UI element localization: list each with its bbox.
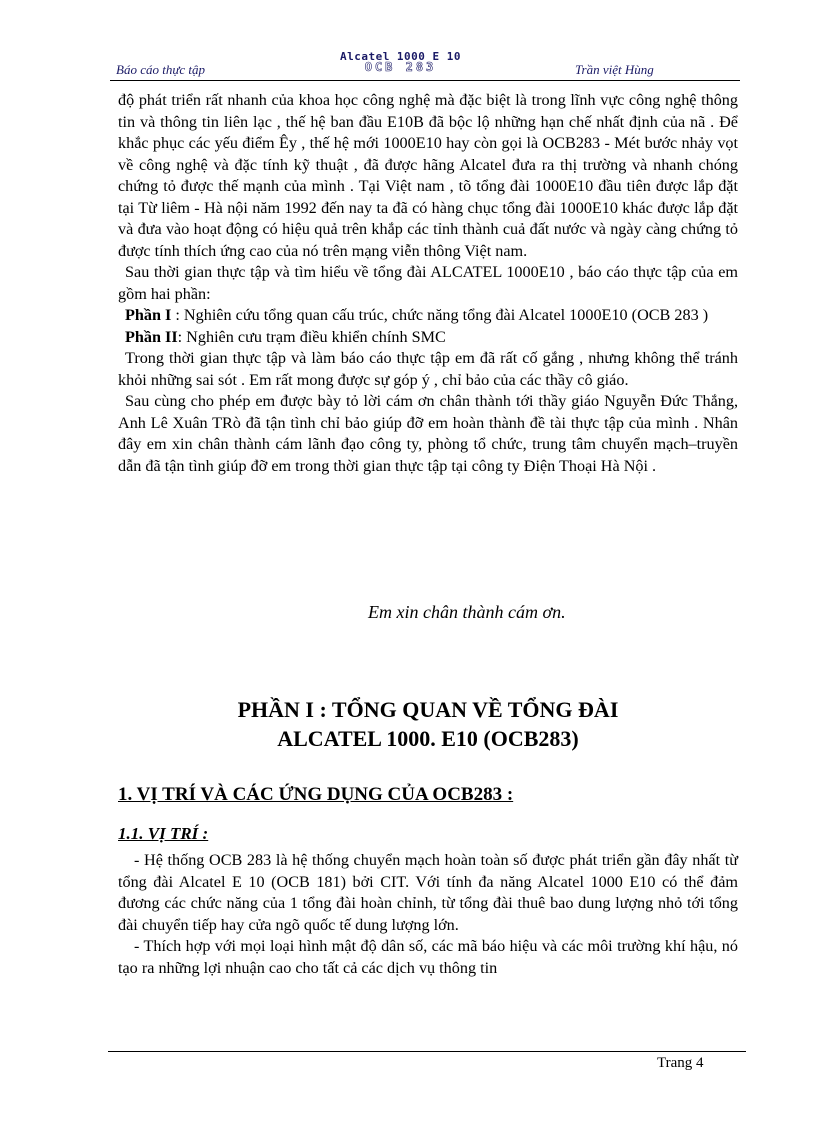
thanks-line: Em xin chân thành cám ơn. — [368, 602, 566, 622]
part-title-line2: ALCATEL 1000. E10 (OCB283) — [277, 726, 579, 751]
footer-divider — [108, 1051, 746, 1052]
intro-paragraph-3: Trong thời gian thực tập và làm báo cáo thực tập em đã rất cố gắng , nhưng không thể tránh khỏi những sai sót . Em rất mong được sự góp ý , chỉ bảo của các thầy cô giáo. — [118, 349, 738, 389]
header-report-title: Báo cáo thực tập — [116, 62, 206, 77]
section-paragraph-1: - Hệ thống OCB 283 là hệ thống chuyển mạch hoàn toàn số được phát triển gần đây nhất từ tổng đài Alcatel E 10 (OCB 181) bởi CIT. Với tính đa năng Alcatel 1000 E10 có thể đảm đương các chức năng của 1 tổng đài hoàn chỉnh, từ tổng đài thuê bao dung lượng nhỏ tới tổng đài chuyển tiếp hay cửa ngõ quốc tế dung lượng lớn. — [118, 851, 738, 934]
intro-paragraph-1: độ phát triển rất nhanh của khoa học công nghệ mà đặc biệt là trong lĩnh vực công nghệ thông tin và thông tin liên lạc , thế hệ ban đầu E10B đã bộc lộ những hạn chế nhất định của nã . Để khắc phục các yếu điểm Êy , thế hệ mới 1000E10 hay còn gọi là OCB283 - Mét bước nhảy vọt về công nghệ và đặc tính kỹ thuật , đã được hãng Alcatel đưa ra thị trường và nhanh chóng chứng tỏ được thế mạnh của mình . Tại Việt nam , tõ tổng đài 1000E10 đầu tiên được lắp đặt tại Từ liêm - Hà nội năm 1992 đến nay ta đã có hàng chục tổng đài 1000E10 khác được lắp đặt và đưa vào hoạt động có hiệu quả trên khắp các tỉnh thành cuả đất nước và ngày càng chứng tỏ được tính thích ứng cao của nó trên mạng viễn thông Việt nam. — [118, 91, 738, 260]
page-header — [110, 50, 740, 81]
intro-body — [118, 90, 738, 477]
part-title — [118, 695, 738, 753]
part1-text: : Nghiên cứu tổng quan cấu trúc, chức năng tổng đài Alcatel 1000E10 (OCB 283 ) — [171, 306, 709, 324]
page-number: Trang 4 — [657, 1055, 704, 1071]
intro-paragraph-2: Sau thời gian thực tập và tìm hiểu về tổng đài ALCATEL 1000E10 , báo cáo thực tập của em gồm hai phần: — [118, 263, 738, 303]
header-author: Trần việt Hùng — [575, 62, 654, 77]
intro-paragraph-4: Sau cùng cho phép em được bày tỏ lời cám ơn chân thành tới thầy giáo Nguyễn Đức Thắng, Anh Lê Xuân TRò đã tận tình chỉ bảo giúp đỡ em hoàn thành đề tài thực tập của mình . Nhân đây em xin chân thành cám lãnh đạo công ty, phòng tổ chức, trung tâm chuyển mạch–truyền dẫn đã tận tình giúp đỡ em trong thời gian thực tập tại công ty Điện Thoại Hà Nội . — [118, 392, 738, 475]
header-logo-line1: Alcatel 1000 E 10 — [339, 50, 462, 63]
section-body — [118, 850, 738, 979]
intro-part1-item — [118, 305, 738, 327]
part2-label: Phần II — [125, 327, 178, 346]
part-title-line1: PHẦN I : TỔNG QUAN VỀ TỔNG ĐÀI — [237, 697, 619, 722]
header-logo-text — [328, 51, 473, 73]
section-1-heading: 1. VỊ TRÍ VÀ CÁC ỨNG DỤNG CỦA OCB283 : — [118, 784, 514, 805]
section-paragraph-2: - Thích hợp với mọi loại hình mật độ dân số, các mã báo hiệu và các môi trường khí hậu, nó tạo ra những lợi nhuận cao cho tất cả các dịch vụ thông tin — [118, 937, 738, 977]
part1-label: Phần I — [125, 306, 172, 324]
intro-part2-item — [118, 327, 738, 349]
subsection-1-1-heading: 1.1. VỊ TRÍ : — [118, 824, 209, 843]
header-logo-line2: OCB 283 — [364, 60, 437, 74]
part2-text: : Nghiên cưu trạm điều khiển chính SMC — [177, 327, 446, 346]
